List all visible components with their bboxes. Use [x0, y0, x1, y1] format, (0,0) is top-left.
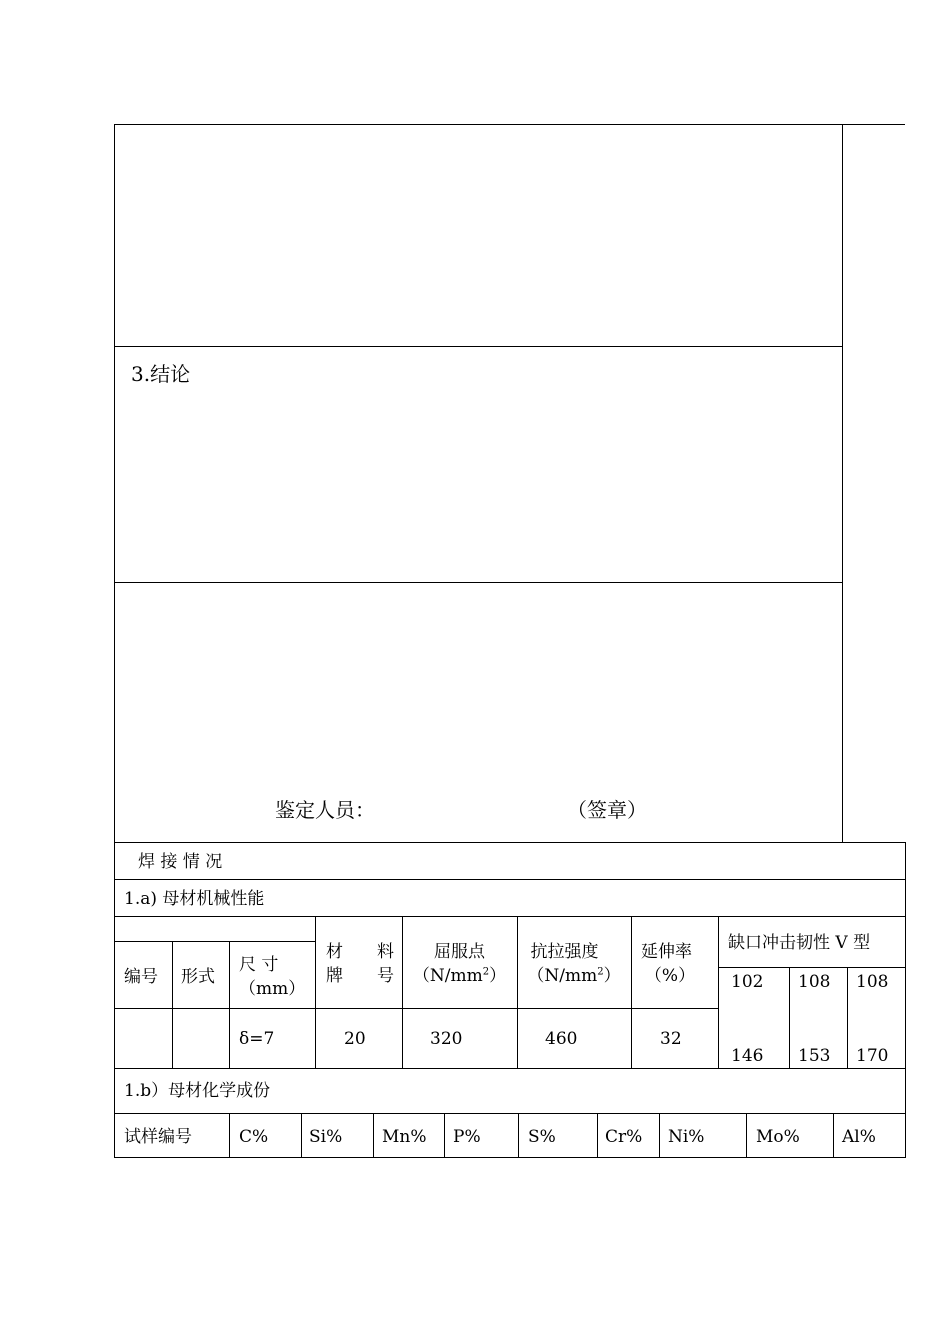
header-form: 形式 [181, 967, 215, 987]
yield-unit-sup: 2 [482, 966, 490, 978]
value-material: 20 [344, 1029, 366, 1049]
impact-top-1: 102 [731, 972, 764, 992]
welding-top-border [114, 842, 905, 843]
welding-bottom-border [114, 1157, 905, 1158]
chem-header-mo: Mo% [756, 1127, 800, 1147]
chem-col-1 [229, 1113, 230, 1158]
row-line-5 [114, 1068, 905, 1069]
row-line-1 [114, 879, 905, 880]
chem-col-8 [746, 1113, 747, 1158]
col-line-tensile [631, 916, 632, 1068]
value-size: δ=7 [239, 1029, 275, 1049]
chem-header-si: Si% [309, 1127, 343, 1147]
impact-top-2: 108 [798, 972, 831, 992]
value-yield: 320 [430, 1029, 463, 1049]
chem-header-c: C% [239, 1127, 269, 1147]
row-line-3 [114, 941, 316, 942]
header-elong-2: （%） [644, 966, 696, 986]
welding-header: 焊 接 情 况 [138, 852, 223, 872]
chem-col-4 [444, 1113, 445, 1158]
col-line-yield [517, 916, 518, 1068]
header-size-1: 尺 寸 [239, 955, 279, 975]
header-yield-2 [402, 966, 517, 986]
col-line-id [172, 941, 173, 1068]
col-line-form [229, 941, 230, 1068]
tensile-unit-sup: 2 [597, 966, 604, 978]
chem-header-mn: Mn% [382, 1127, 427, 1147]
chem-header-p: P% [453, 1127, 481, 1147]
chem-header-s: S% [528, 1127, 556, 1147]
form-inner-right-border [842, 124, 843, 842]
divider-section-2 [114, 346, 843, 347]
seal-label: （签章） [567, 798, 647, 822]
col-line-impact-1 [789, 967, 790, 1068]
chem-header-sample: 试样编号 [124, 1127, 192, 1147]
col-line-size [315, 916, 316, 1068]
header-impact: 缺口冲击韧性 V 型 [728, 933, 871, 953]
chem-header-ni: Ni% [668, 1127, 705, 1147]
chem-col-5 [518, 1113, 519, 1158]
chem-header-al: Al% [842, 1127, 876, 1147]
tensile-unit: （N/mm [527, 966, 598, 986]
conclusion-title: 3.结论 [131, 362, 191, 386]
appraiser-label: 鉴定人员： [275, 798, 375, 822]
impact-bottom-2: 153 [798, 1046, 831, 1066]
col-line-impact-2 [847, 967, 848, 1068]
impact-bottom-3: 170 [856, 1046, 889, 1066]
row-line-4 [114, 1008, 718, 1009]
form-left-border [114, 124, 115, 1158]
chem-header-cr: Cr% [605, 1127, 643, 1147]
yield-unit-close: ） [489, 966, 507, 986]
yield-unit: （N/mm [412, 966, 483, 986]
row-line-6 [114, 1113, 905, 1114]
chem-col-2 [301, 1113, 302, 1158]
chem-col-9 [833, 1113, 834, 1158]
chem-col-6 [597, 1113, 598, 1158]
header-elong-1: 延伸率 [641, 942, 692, 962]
chem-col-3 [373, 1113, 374, 1158]
row-line-impact-split [718, 967, 905, 968]
col-line-material [402, 916, 403, 1068]
tensile-unit-close: ） [603, 966, 621, 986]
value-tensile: 460 [545, 1029, 578, 1049]
form-top-border [114, 124, 905, 125]
header-tensile-1: 抗拉强度 [530, 942, 599, 962]
value-elongation: 32 [660, 1029, 682, 1049]
chem-col-7 [659, 1113, 660, 1158]
col-line-elong [718, 916, 719, 1068]
header-tensile-2 [517, 966, 631, 986]
divider-section-3 [114, 582, 843, 583]
impact-top-3: 108 [856, 972, 889, 992]
row-line-2 [114, 916, 905, 917]
chem-title: 1.b）母材化学成份 [124, 1081, 271, 1101]
mech-title: 1.a) 母材机械性能 [124, 889, 265, 909]
header-id: 编号 [124, 967, 158, 987]
welding-right-border [905, 842, 906, 1158]
impact-bottom-1: 146 [731, 1046, 764, 1066]
header-size-2: （mm） [239, 979, 306, 999]
header-material-2: 牌 号 [326, 966, 394, 986]
header-yield-1: 屈服点 [434, 942, 485, 962]
header-material-1: 材 料 [326, 942, 394, 962]
